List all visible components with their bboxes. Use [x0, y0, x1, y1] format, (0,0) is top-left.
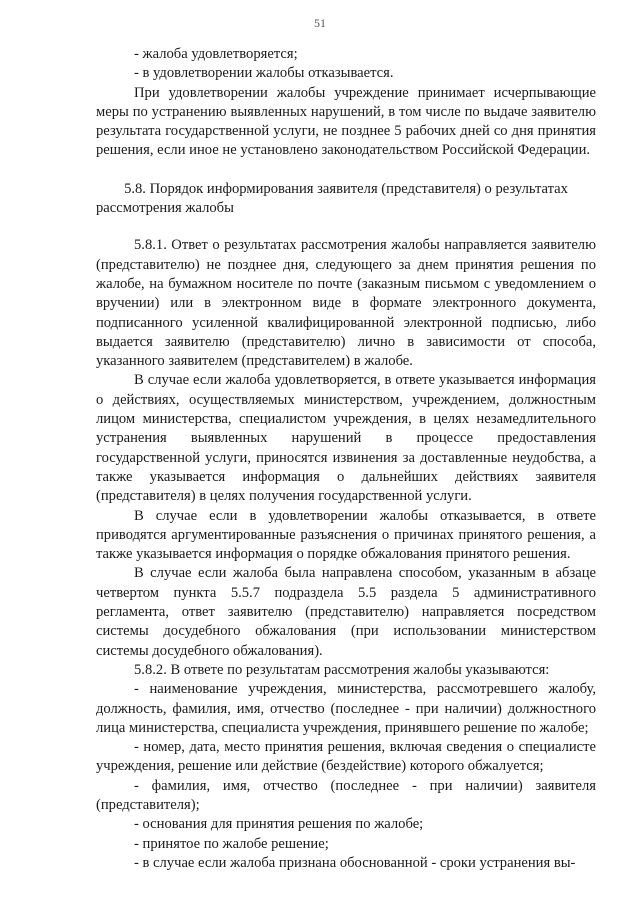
- paragraph-if-granted: В случае если жалоба удовлетворяется, в ответе указывается информация о действиях, осуществляемых министерством, учреждением, должностным лицом министерства, специалистом учреждения, в целях незамедлительного устранения выявленных нарушений в процессе предоставления государственной услуги, приносятся извинения за доставленные неудобства, а также указывается информация о дальнейших действиях заявителя (представителя) в целях получения государственной услуги.: [96, 372, 596, 505]
- page-number: 51: [314, 16, 326, 30]
- paragraph-5-8-1: 5.8.1. Ответ о результатах рассмотрения жалобы направляется заявителю (представителю) не позднее дня, следующего за днем принятия решения по жалобе, на бумажном носителе по почте (заказным письмом с уведомлением о вручении) или в электронном виде в формате электронного документа, подписанного усиленной квалифицированной электронной подписью, либо выдается заявителю (представителю) лично в зависимости от способа, указанного заявителем (представителем) в жалобе.: [96, 237, 596, 370]
- list-item-grounds: - основания для принятия решения по жалобе;: [134, 816, 424, 833]
- paragraph-if-denied: В случае если в удовлетворении жалобы отказывается, в ответе приводятся аргументированные разъяснения о причинах принятого решения, а также указывается информация о порядке обжалования принятого решения.: [96, 507, 596, 563]
- section-heading-5-8: 5.8. Порядок информирования заявителя (представителя) о результатах рассмотрения жалобы: [96, 180, 568, 217]
- list-item-decision: - принятое по жалобе решение;: [134, 835, 329, 852]
- list-item-decision-number: - номер, дата, место принятия решения, включая сведения о специалисте учреждения, решение или действие (бездействие) которого обжалуется;: [96, 739, 596, 775]
- document-body: [96, 45, 596, 873]
- list-item-complaint-granted: - жалоба удовлетворяется;: [134, 46, 298, 62]
- list-item-complaint-denied: - в удовлетворении жалобы отказывается.: [134, 65, 394, 82]
- paragraph-remedy-measures: При удовлетворении жалобы учреждение принимает исчерпывающие меры по устранению выявленных нарушений, в том числе по выдаче заявителю результата государственной услуги, не позднее 5 рабочих дней со дня принятия решения, если иное не установлено законодательством Российской Федерации.: [96, 84, 596, 159]
- list-item-elimination-terms: - в случае если жалоба признана обоснованной - сроки устранения вы-: [134, 854, 576, 871]
- list-item-applicant-name: - фамилия, имя, отчество (последнее - при наличии) заявителя (представителя);: [96, 777, 596, 813]
- list-item-institution-name: - наименование учреждения, министерства, рассмотревшего жалобу, должность, фамилия, имя, отчество (последнее - при наличии) должностного лица министерства, специалиста учреждения, принявшего решение по жалобе;: [96, 681, 596, 736]
- paragraph-pretrial-system: В случае если жалоба была направлена способом, указанным в абзаце четвертом пункта 5.5.7 подраздела 5.5 раздела 5 административного регламента, ответ заявителю (представителю) направляется посредством системы досудебного обжалования (при использовании министерством системы досудебного обжалования).: [96, 565, 596, 659]
- paragraph-5-8-2: 5.8.2. В ответе по результатам рассмотрения жалобы указываются:: [134, 661, 550, 678]
